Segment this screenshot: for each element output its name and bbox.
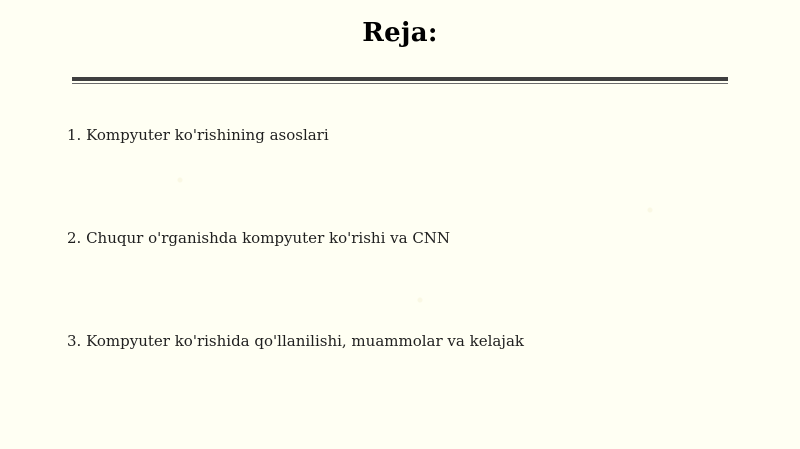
title-divider-thick	[72, 77, 728, 81]
plan-item-2: 2. Chuqur o'rganishda kompyuter ko'rishi va CNN	[67, 229, 451, 247]
slide-title: Reja:	[362, 18, 438, 48]
title-divider-thin	[72, 83, 728, 84]
plan-item-1: 1. Kompyuter ko'rishining asoslari	[67, 126, 329, 144]
plan-item-3: 3. Kompyuter ko'rishida qo'llanilishi, muammolar va kelajak	[67, 332, 524, 350]
